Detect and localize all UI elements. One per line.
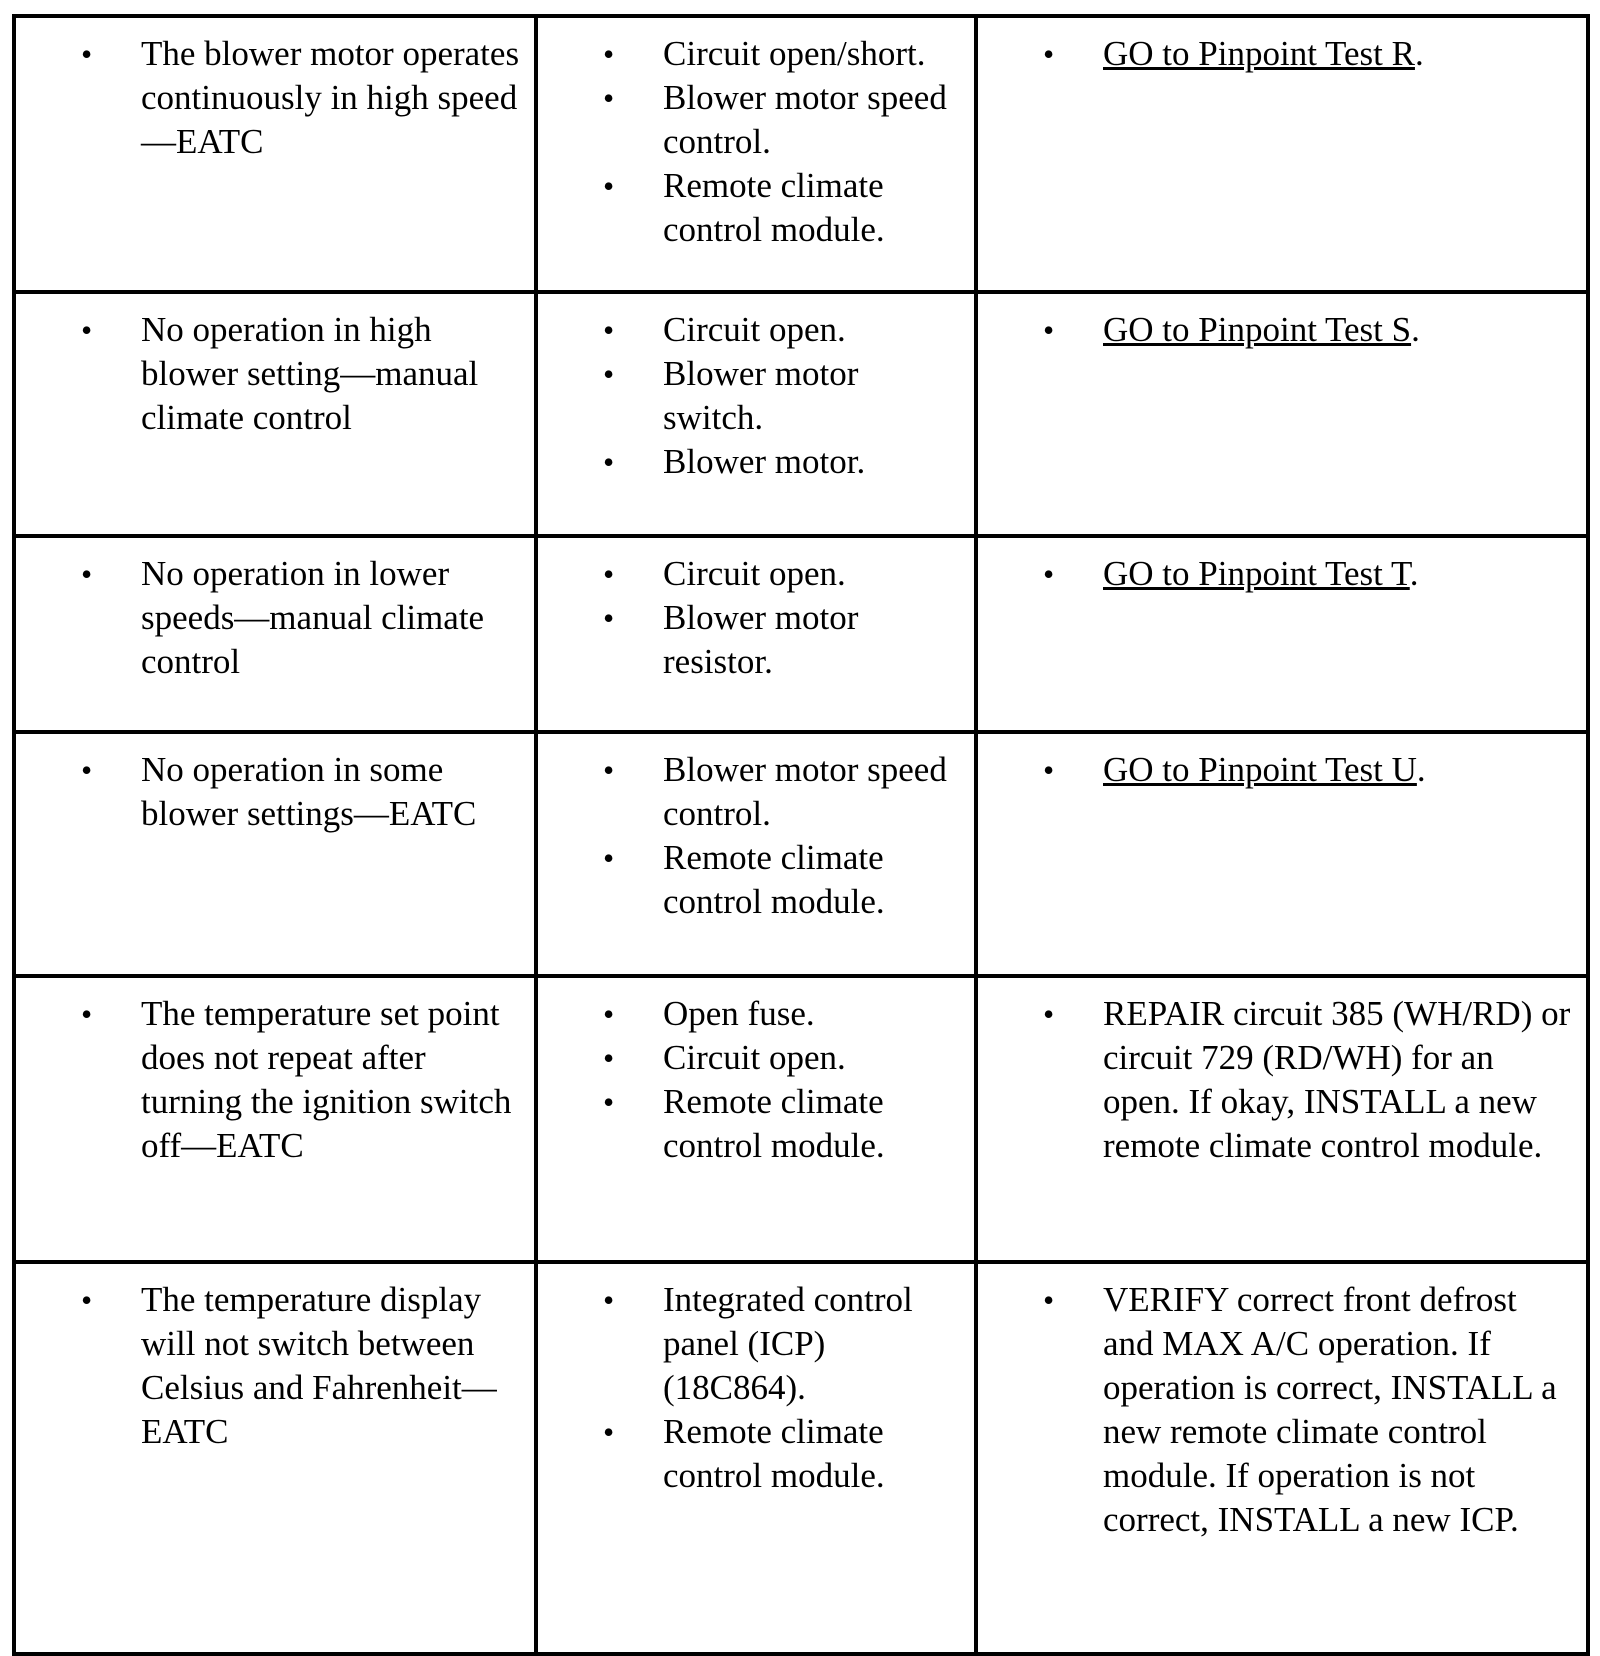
pinpoint-test-link[interactable]: GO to Pinpoint Test U [1103,750,1417,789]
table-row [14,16,1588,292]
condition-text: • No operation in lower speeds—manual climate control [16,552,522,684]
possible-source-cell [536,732,976,976]
condition-text: • The temperature set point does not repeat after turning the ignition switch off—EATC [16,992,522,1168]
condition-text: • No operation in some blower settings—EATC [16,748,522,836]
source-item: • Blower motor resistor. [538,596,962,684]
possible-source-cell [536,1262,976,1654]
condition-cell [14,732,536,976]
source-item: • Circuit open. [538,308,962,352]
source-item: • Blower motor speed control. [538,748,962,836]
action-suffix: . [1409,554,1419,593]
condition-text: • The blower motor operates continuously in high speed—EATC [16,32,522,164]
source-item: • Blower motor. [538,440,962,484]
table-row [14,732,1588,976]
condition-text: • No operation in high blower setting—manual climate control [16,308,522,440]
action-item [978,552,1574,596]
action-cell [976,292,1588,536]
source-item: • Remote climate control module. [538,1080,962,1168]
source-item: • Blower motor switch. [538,352,962,440]
source-item: • Circuit open. [538,1036,962,1080]
condition-cell [14,536,536,732]
action-text: • VERIFY correct front defrost and MAX A/C operation. If operation is correct, INSTALL a new remote climate control module. If operation is not correct, INSTALL a new ICP. [978,1278,1574,1542]
condition-cell [14,1262,536,1654]
action-cell [976,16,1588,292]
action-suffix: . [1416,750,1426,789]
condition-cell [14,16,536,292]
source-item: • Remote climate control module. [538,164,962,252]
source-item: • Remote climate control module. [538,1410,962,1498]
source-item: • Integrated control panel (ICP) (18C864). [538,1278,962,1410]
pinpoint-test-link[interactable]: GO to Pinpoint Test T [1103,554,1410,593]
source-item: • Open fuse. [538,992,962,1036]
table-row [14,1262,1588,1654]
possible-source-cell [536,976,976,1262]
action-suffix: . [1414,34,1424,73]
source-item: • Blower motor speed control. [538,76,962,164]
symptom-chart-table [12,14,1590,1656]
table-row [14,536,1588,732]
source-item: • Circuit open/short. [538,32,962,76]
source-item: • Remote climate control module. [538,836,962,924]
table-row [14,976,1588,1262]
condition-cell [14,292,536,536]
action-text: • REPAIR circuit 385 (WH/RD) or circuit 729 (RD/WH) for an open. If okay, INSTALL a new remote climate control module. [978,992,1574,1168]
action-item [978,308,1574,352]
diagnostic-table-container [12,14,1586,1656]
condition-cell [14,976,536,1262]
action-cell [976,732,1588,976]
action-item [978,748,1574,792]
action-cell [976,976,1588,1262]
action-cell [976,536,1588,732]
action-suffix: . [1411,310,1420,349]
possible-source-cell [536,536,976,732]
pinpoint-test-link[interactable]: GO to Pinpoint Test S [1103,310,1412,349]
pinpoint-test-link[interactable]: GO to Pinpoint Test R [1103,34,1415,73]
possible-source-cell [536,16,976,292]
source-item: • Circuit open. [538,552,962,596]
action-item [978,32,1574,76]
possible-source-cell [536,292,976,536]
table-row [14,292,1588,536]
condition-text: • The temperature display will not switch between Celsius and Fahrenheit—EATC [16,1278,522,1454]
action-cell [976,1262,1588,1654]
